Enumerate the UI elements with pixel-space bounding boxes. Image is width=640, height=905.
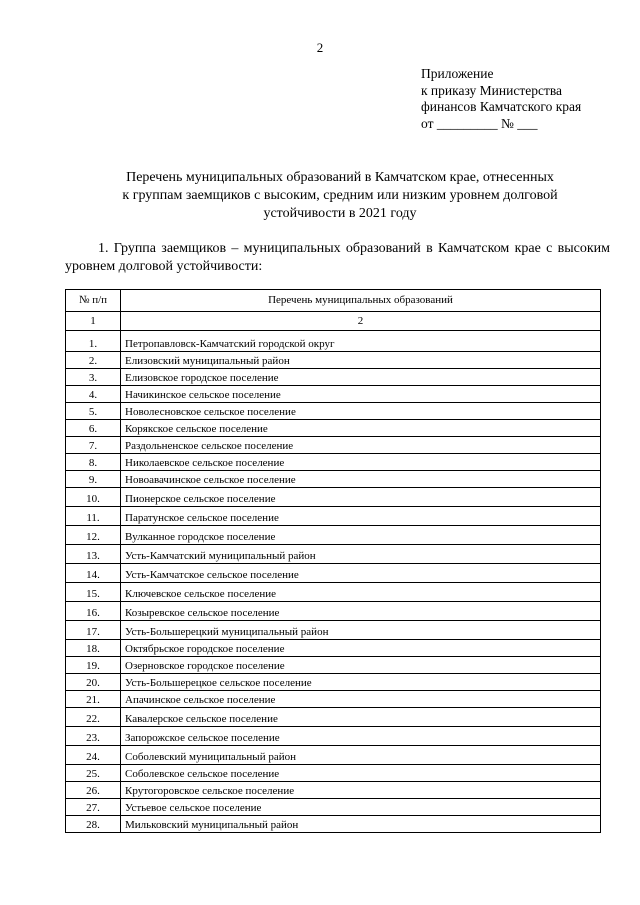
row-municipality-name: Усть-Камчатский муниципальный район <box>121 545 601 564</box>
group-1-heading: 1. Группа заемщиков – муниципальных образований в Камчатском крае с высоким уровнем долговой устойчивости: <box>65 241 610 274</box>
row-number: 3. <box>66 369 121 386</box>
row-number: 7. <box>66 437 121 454</box>
appendix-block <box>421 66 581 132</box>
title-line-3: устойчивости в 2021 году <box>263 206 417 221</box>
table-row <box>66 657 601 674</box>
row-number: 13. <box>66 545 121 564</box>
row-municipality-name: Крутогоровское сельское поселение <box>121 782 601 799</box>
municipalities-table <box>65 289 601 833</box>
row-number: 27. <box>66 799 121 816</box>
appendix-line-2: к приказу Министерства <box>421 82 563 98</box>
table-row <box>66 708 601 727</box>
row-number: 17. <box>66 621 121 640</box>
row-municipality-name: Вулканное городское поселение <box>121 526 601 545</box>
row-number: 5. <box>66 403 121 420</box>
table-row <box>66 507 601 526</box>
table-row <box>66 691 601 708</box>
row-number: 8. <box>66 454 121 471</box>
row-number: 20. <box>66 674 121 691</box>
column-index-name: 2 <box>121 312 601 331</box>
row-municipality-name: Паратунское сельское поселение <box>121 507 601 526</box>
table-row <box>66 471 601 488</box>
table-row <box>66 782 601 799</box>
row-number: 16. <box>66 602 121 621</box>
row-number: 15. <box>66 583 121 602</box>
table-row <box>66 746 601 765</box>
table-row <box>66 488 601 507</box>
table-index-row <box>66 312 601 331</box>
appendix-line-4: от _________ № ___ <box>421 115 538 131</box>
row-municipality-name: Николаевское сельское поселение <box>121 454 601 471</box>
table-row <box>66 799 601 816</box>
row-municipality-name: Кавалерское сельское поселение <box>121 708 601 727</box>
appendix-line-3: финансов Камчатского края <box>421 99 582 114</box>
table-row <box>66 369 601 386</box>
row-municipality-name: Усть-Большерецкий муниципальный район <box>121 621 601 640</box>
document-title <box>70 169 610 223</box>
row-number: 4. <box>66 386 121 403</box>
row-number: 18. <box>66 640 121 657</box>
column-header-name: Перечень муниципальных образований <box>121 290 601 312</box>
table-row <box>66 454 601 471</box>
table-row <box>66 545 601 564</box>
table-row <box>66 420 601 437</box>
row-number: 1. <box>66 335 121 352</box>
row-number: 23. <box>66 727 121 746</box>
table-row <box>66 816 601 833</box>
row-number: 2. <box>66 352 121 369</box>
row-municipality-name: Новоавачинское сельское поселение <box>121 471 601 488</box>
row-number: 11. <box>66 507 121 526</box>
row-municipality-name: Ключевское сельское поселение <box>121 583 601 602</box>
table-row <box>66 640 601 657</box>
row-municipality-name: Начикинское сельское поселение <box>121 386 601 403</box>
row-number: 10. <box>66 488 121 507</box>
table-row <box>66 526 601 545</box>
row-municipality-name: Апачинское сельское поселение <box>121 691 601 708</box>
row-number: 12. <box>66 526 121 545</box>
title-line-2: к группам заемщиков с высоким, средним или низким уровнем долговой <box>122 188 558 203</box>
row-number: 28. <box>66 816 121 833</box>
table-row <box>66 621 601 640</box>
row-number: 19. <box>66 657 121 674</box>
row-municipality-name: Петропавловск-Камчатский городской округ <box>121 335 601 352</box>
row-number: 26. <box>66 782 121 799</box>
row-number: 14. <box>66 564 121 583</box>
row-municipality-name: Мильковский муниципальный район <box>121 816 601 833</box>
column-index-number: 1 <box>66 312 121 331</box>
row-number: 6. <box>66 420 121 437</box>
row-municipality-name: Козыревское сельское поселение <box>121 602 601 621</box>
table-row <box>66 386 601 403</box>
row-number: 24. <box>66 746 121 765</box>
table-row <box>66 583 601 602</box>
table-row <box>66 765 601 782</box>
appendix-line-1: Приложение <box>421 66 494 81</box>
table-header-row <box>66 290 601 312</box>
table-row <box>66 564 601 583</box>
row-number: 25. <box>66 765 121 782</box>
row-municipality-name: Соболевское сельское поселение <box>121 765 601 782</box>
column-header-number: № п/п <box>66 290 121 312</box>
title-line-1: Перечень муниципальных образований в Камчатском крае, отнесенных <box>126 170 554 185</box>
row-municipality-name: Корякское сельское поселение <box>121 420 601 437</box>
table-row <box>66 352 601 369</box>
row-municipality-name: Раздольненское сельское поселение <box>121 437 601 454</box>
row-number: 22. <box>66 708 121 727</box>
row-municipality-name: Елизовский муниципальный район <box>121 352 601 369</box>
row-number: 21. <box>66 691 121 708</box>
row-municipality-name: Октябрьское городское поселение <box>121 640 601 657</box>
row-municipality-name: Елизовское городское поселение <box>121 369 601 386</box>
row-municipality-name: Пионерское сельское поселение <box>121 488 601 507</box>
table-row <box>66 727 601 746</box>
table-row <box>66 403 601 420</box>
row-number: 9. <box>66 471 121 488</box>
row-municipality-name: Озерновское городское поселение <box>121 657 601 674</box>
table-row <box>66 602 601 621</box>
page-number: 2 <box>316 40 324 55</box>
row-municipality-name: Новолесновское сельское поселение <box>121 403 601 420</box>
row-municipality-name: Устьевое сельское поселение <box>121 799 601 816</box>
table-row <box>66 437 601 454</box>
row-municipality-name: Усть-Большерецкое сельское поселение <box>121 674 601 691</box>
row-municipality-name: Усть-Камчатское сельское поселение <box>121 564 601 583</box>
table-row <box>66 335 601 352</box>
row-municipality-name: Запорожское сельское поселение <box>121 727 601 746</box>
table-row <box>66 674 601 691</box>
row-municipality-name: Соболевский муниципальный район <box>121 746 601 765</box>
